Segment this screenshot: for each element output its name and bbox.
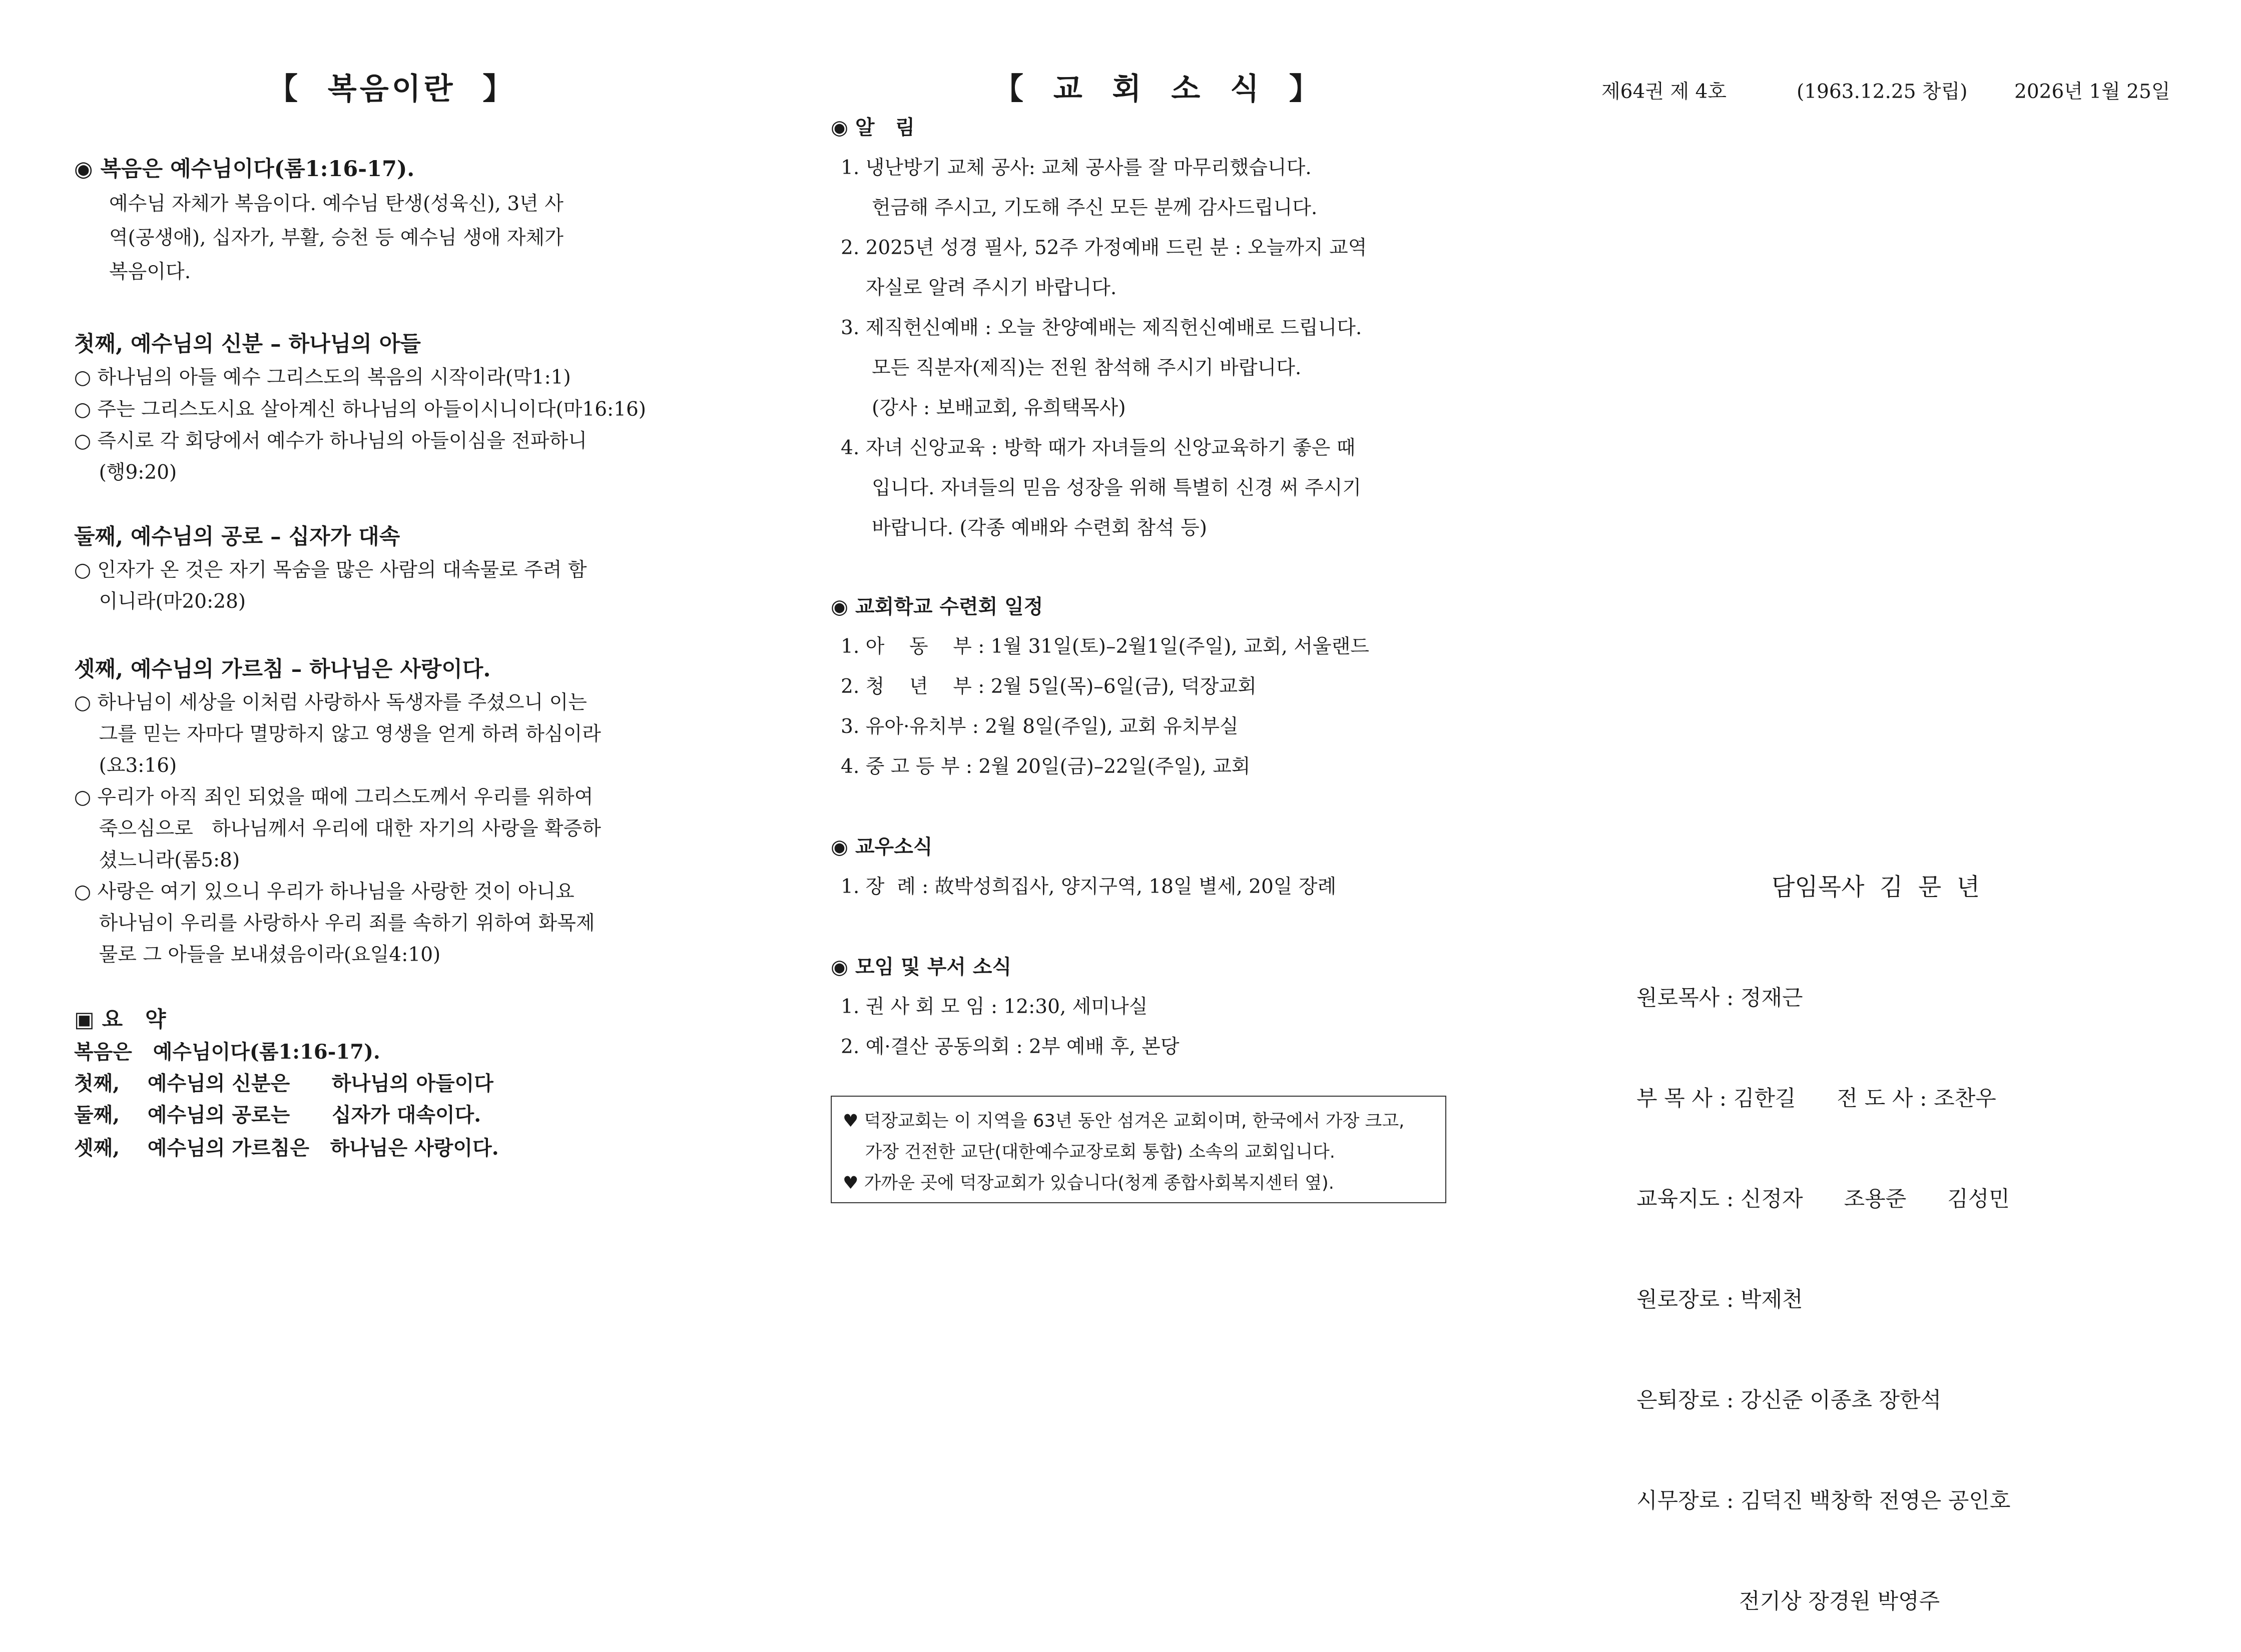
alert-heading: ◉ 알 림 — [831, 116, 915, 139]
intro-line-2: 역(공생애), 십자가, 부활, 승천 등 예수님 생애 자체가 — [109, 227, 564, 249]
alert-line-7: (강사 : 보배교회, 유희택목사) — [841, 397, 1126, 419]
section-3-line-3: (요3:16) — [74, 754, 177, 777]
section-2-heading: 둘째, 예수님의 공로 – 십자가 대속 — [74, 524, 400, 549]
section-1-line-1: ○ 하나님의 아들 예수 그리스도의 복음의 시작이라(막1:1) — [74, 366, 571, 389]
alert-line-5: 3. 제직헌신예배 : 오늘 찬양예배는 제직헌신예배로 드립니다. — [841, 317, 1362, 339]
alert-line-2: 헌금해 주시고, 기도해 주신 모든 분께 감사드립니다. — [841, 197, 1318, 219]
summary-line-4: 셋째, 예수님의 가르침은 하나님은 사랑이다. — [74, 1136, 499, 1160]
school-line-1: 1. 아 동 부 : 1월 31일(토)–2월1일(주일), 교회, 서울랜드 — [841, 635, 1369, 658]
volume-number: 제64권 제 4호 — [1601, 81, 1727, 103]
roster-line-5: 은퇴장로 : 강신준 이종초 장한석 — [1636, 1388, 1942, 1413]
school-line-4: 4. 중 고 등 부 : 2월 20일(금)–22일(주일), 교회 — [841, 755, 1251, 778]
section-3-line-8: 하나님이 우리를 사랑하사 우리 죄를 속하기 위하여 화목제 — [74, 912, 595, 935]
summary-line-3: 둘째, 예수님의 공로는 십자가 대속이다. — [74, 1103, 481, 1127]
alert-line-3: 2. 2025년 성경 필사, 52주 가정예배 드린 분 : 오늘까지 교역 — [841, 237, 1367, 259]
section-3-line-2: 그를 믿는 자마다 멸망하지 않고 영생을 얻게 하려 하심이라 — [74, 723, 601, 745]
school-line-2: 2. 청 년 부 : 2월 5일(목)–6일(금), 덕장교회 — [841, 675, 1257, 698]
section-1-line-4: (행9:20) — [74, 461, 177, 484]
notice-line-2: 가장 건전한 교단(대한예수교장로회 통합) 소속의 교회입니다. — [843, 1142, 1335, 1162]
section-3-line-6: 셨느니라(롬5:8) — [74, 849, 240, 872]
staff-roster — [1636, 915, 2010, 1652]
issue-date: 2026년 1월 25일 — [2014, 81, 2170, 103]
left-title: 【 복음이란 】 — [268, 72, 516, 107]
section-1-line-2: ○ 주는 그리스도시요 살아계신 하나님의 아들이시니이다(마16:16) — [74, 398, 647, 421]
alert-line-6: 모든 직분자(제직)는 전원 참석해 주시기 바랍니다. — [841, 357, 1302, 379]
intro-line-1: 예수님 자체가 복음이다. 예수님 탄생(성육신), 3년 사 — [109, 193, 564, 215]
section-1-heading: 첫째, 예수님의 신분 – 하나님의 아들 — [74, 332, 421, 357]
section-3-line-4: ○ 우리가 아직 죄인 되었을 때에 그리스도께서 우리를 위하여 — [74, 786, 594, 808]
notice-line-3: ♥ 가까운 곳에 덕장교회가 있습니다(청계 종합사회복지센터 옆). — [843, 1173, 1334, 1193]
alert-line-9: 입니다. 자녀들의 믿음 성장을 위해 특별히 신경 써 주시기 — [841, 477, 1362, 499]
alert-line-10: 바랍니다. (각종 예배와 수련회 참석 등) — [841, 517, 1207, 539]
section-1-line-3: ○ 즉시로 각 회당에서 예수가 하나님의 아들이심을 전파하니 — [74, 430, 587, 452]
church-notice-box — [831, 1096, 1446, 1203]
section-2-line-2: 이니라(마20:28) — [74, 590, 246, 613]
summary-line-2: 첫째, 예수님의 신분은 하나님의 아들이다 — [74, 1072, 493, 1095]
roster-line-1: 원로목사 : 정재근 — [1636, 986, 1803, 1011]
summary-heading: ▣ 요 약 — [74, 1007, 166, 1032]
roster-line-6: 시무장로 : 김덕진 백창학 전영은 공인호 — [1636, 1488, 2011, 1513]
roster-line-2: 부 목 사 : 김한길 전 도 사 : 조찬우 — [1636, 1086, 1996, 1111]
roster-line-4: 원로장로 : 박제천 — [1636, 1287, 1803, 1312]
summary-line-1: 복음은 예수님이다(롬1:16-17). — [74, 1040, 380, 1064]
school-line-3: 3. 유아·유치부 : 2월 8일(주일), 교회 유치부실 — [841, 715, 1239, 738]
alert-line-4: 자실로 알려 주시기 바랍니다. — [841, 277, 1117, 299]
news-line-1: 1. 장 례 : 故박성희집사, 양지구역, 18일 별세, 20일 장례 — [841, 876, 1337, 898]
alert-line-8: 4. 자녀 신앙교육 : 방학 때가 자녀들의 신앙교육하기 좋은 때 — [841, 437, 1356, 459]
meeting-line-1: 1. 권 사 회 모 임 : 12:30, 세미나실 — [841, 996, 1148, 1018]
section-3-line-1: ○ 하나님이 세상을 이처럼 사랑하사 독생자를 주셨으니 이는 — [74, 691, 587, 714]
news-heading: ◉ 교우소식 — [831, 835, 933, 859]
intro-line-3: 복음이다. — [109, 261, 191, 283]
notice-line-1: ♥ 덕장교회는 이 지역을 63년 동안 섬겨온 교회이며, 한국에서 가장 크고, — [843, 1111, 1405, 1131]
senior-pastor: 담임목사 김 문 년 — [1772, 873, 1980, 901]
section-2-line-1: ○ 인자가 온 것은 자기 목숨을 많은 사람의 대속물로 주려 함 — [74, 559, 587, 581]
meeting-line-2: 2. 예·결산 공동의회 : 2부 예배 후, 본당 — [841, 1036, 1180, 1058]
section-3-heading: 셋째, 예수님의 가르침 – 하나님은 사랑이다. — [74, 657, 491, 682]
alert-line-1: 1. 냉난방기 교체 공사: 교체 공사를 잘 마무리했습니다. — [841, 157, 1312, 179]
roster-line-3: 교육지도 : 신정자 조용준 김성민 — [1636, 1187, 2010, 1212]
section-3-line-5: 죽으심으로 하나님께서 우리에 대한 자기의 사랑을 확증하 — [74, 817, 601, 840]
school-heading: ◉ 교회학교 수련회 일정 — [831, 595, 1043, 618]
section-3-line-9: 물로 그 아들을 보내셨음이라(요일4:10) — [74, 944, 441, 966]
roster-line-7: 전기상 장경원 박영주 — [1636, 1589, 1940, 1614]
meeting-heading: ◉ 모임 및 부서 소식 — [831, 955, 1012, 979]
section-3-line-7: ○ 사랑은 여기 있으니 우리가 하나님을 사랑한 것이 아니요 — [74, 881, 575, 903]
middle-title: 【 교 회 소 식 】 — [993, 72, 1322, 107]
founded-date: (1963.12.25 창립) — [1797, 81, 1968, 103]
intro-heading: ◉ 복음은 예수님이다(롬1:16-17). — [74, 157, 415, 182]
